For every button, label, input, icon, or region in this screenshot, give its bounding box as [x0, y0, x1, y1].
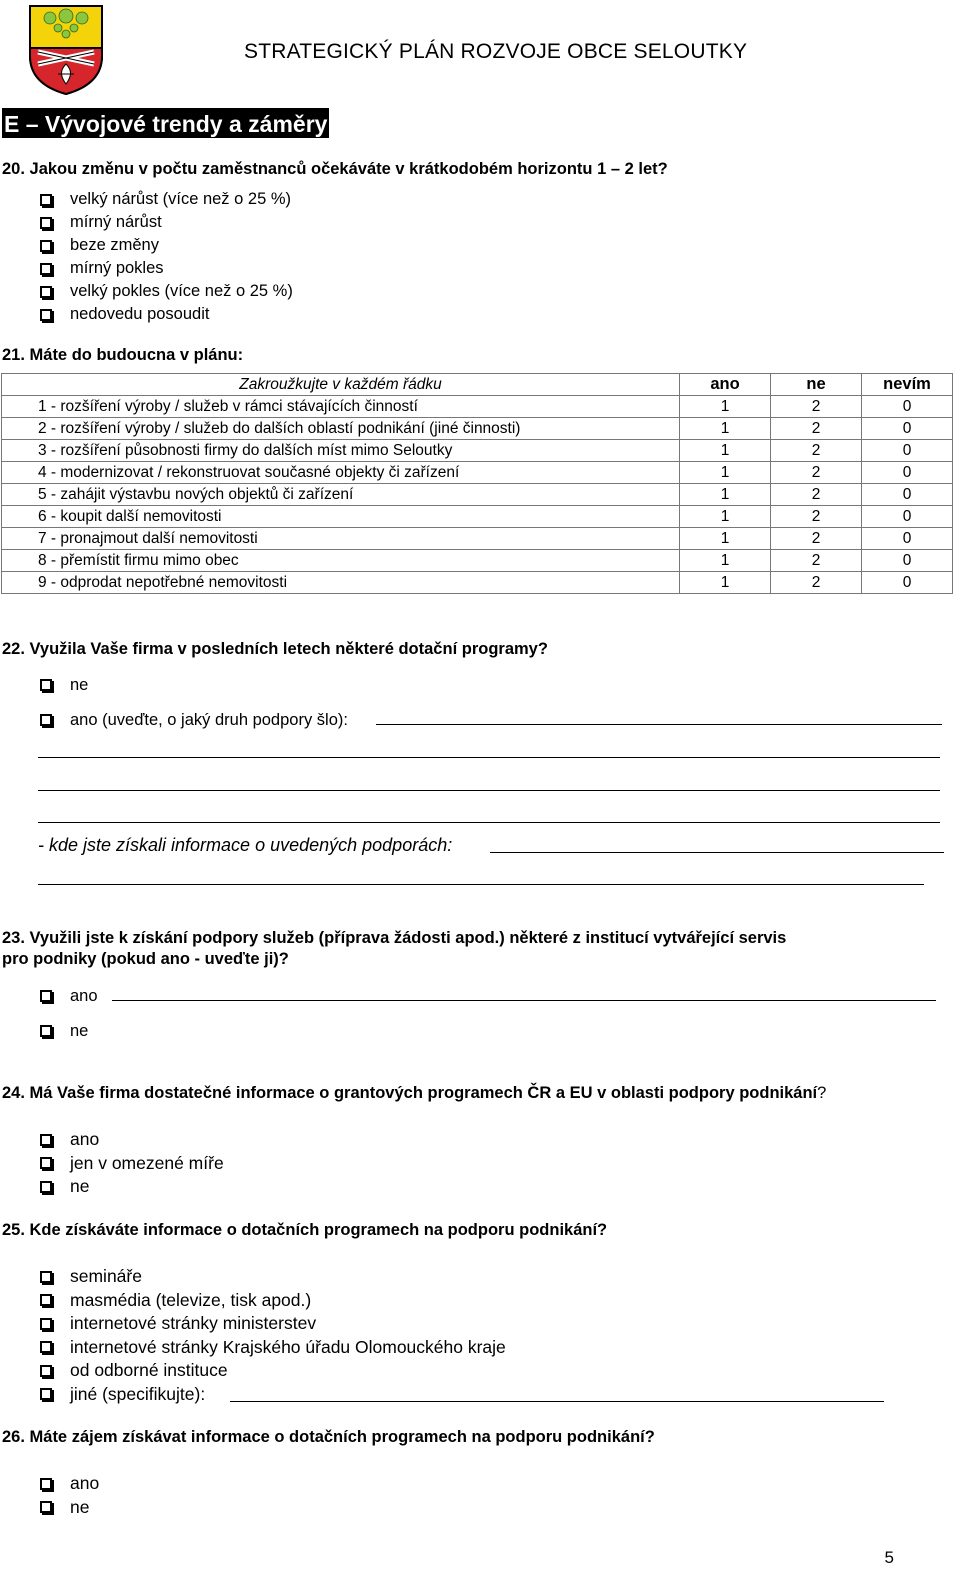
answer-cell[interactable]: 1	[680, 550, 771, 572]
answer-cell[interactable]: 2	[771, 462, 862, 484]
q25-other-line[interactable]	[230, 1401, 884, 1402]
answer-cell[interactable]: 1	[680, 484, 771, 506]
table-cell: 8 - přemístit firmu mimo obec	[2, 550, 680, 572]
table-cell: 9 - odprodat nepotřebné nemovitosti	[2, 572, 680, 594]
answer-cell[interactable]: 1	[680, 440, 771, 462]
question-23	[2, 929, 946, 969]
q25-option[interactable]: od odborné instituce	[40, 1359, 506, 1383]
table-header-instruction: Zakroužkujte v každém řádku	[2, 374, 680, 396]
checkbox-icon[interactable]	[40, 1341, 52, 1353]
checkbox-icon[interactable]	[40, 1181, 52, 1193]
answer-cell[interactable]: 2	[771, 550, 862, 572]
q26-option[interactable]: ne	[40, 1496, 99, 1520]
page-number: 5	[884, 1548, 894, 1567]
checkbox-icon[interactable]	[40, 1271, 52, 1283]
answer-cell[interactable]: 0	[862, 462, 953, 484]
q20-option[interactable]: mírný nárůst	[40, 211, 293, 234]
answer-cell[interactable]: 0	[862, 418, 953, 440]
section-heading: E – Vývojové trendy a záměry	[2, 108, 329, 138]
checkbox-icon[interactable]	[40, 1025, 52, 1037]
table-cell: 7 - pronajmout další nemovitosti	[2, 528, 680, 550]
q26-option[interactable]: ano	[40, 1472, 99, 1496]
table-cell: 4 - modernizovat / rekonstruovat současné objekty či zařízení	[2, 462, 680, 484]
q20-options	[40, 188, 293, 326]
q22-option-yes[interactable]: ano (uveďte, o jaký druh podpory šlo):	[40, 709, 348, 731]
table-header-no: ne	[771, 374, 862, 396]
checkbox-icon[interactable]	[40, 1157, 52, 1169]
q20-option[interactable]: nedovedu posoudit	[40, 303, 293, 326]
q22-source-line[interactable]	[490, 852, 944, 853]
question-20: 20. Jakou změnu v počtu zaměstnanců očekáváte v krátkodobém horizontu 1 – 2 let?	[2, 160, 668, 178]
table-header-dontknow: nevím	[862, 374, 953, 396]
q25-option[interactable]: semináře	[40, 1265, 506, 1289]
q23-answer-line[interactable]	[112, 1000, 936, 1001]
q20-option[interactable]: velký nárůst (více než o 25 %)	[40, 188, 293, 211]
table-header-row	[2, 374, 953, 396]
q23-option-no[interactable]: ne	[40, 1020, 88, 1042]
table-row	[2, 418, 953, 440]
municipality-coat-of-arms-logo	[28, 4, 104, 96]
answer-cell[interactable]: 1	[680, 528, 771, 550]
checkbox-icon[interactable]	[40, 217, 52, 229]
q24-option[interactable]: jen v omezené míře	[40, 1152, 224, 1176]
checkbox-icon[interactable]	[40, 1134, 52, 1146]
table-header-yes: ano	[680, 374, 771, 396]
answer-cell[interactable]: 2	[771, 396, 862, 418]
q22-answer-line[interactable]	[38, 790, 940, 791]
q25-options	[40, 1265, 506, 1406]
question-24: 24. Má Vaše firma dostatečné informace o grantových programech ČR a EU v oblasti podpory podnikání?	[2, 1084, 827, 1102]
q25-option[interactable]: internetové stránky Krajského úřadu Olomouckého kraje	[40, 1336, 506, 1360]
q24-option[interactable]: ano	[40, 1128, 224, 1152]
answer-cell[interactable]: 2	[771, 506, 862, 528]
q20-option[interactable]: velký pokles (více než o 25 %)	[40, 280, 293, 303]
document-title: STRATEGICKÝ PLÁN ROZVOJE OBCE SELOUTKY	[244, 40, 748, 63]
q25-option[interactable]: masmédia (televize, tisk apod.)	[40, 1289, 506, 1313]
table-cell: 3 - rozšíření působnosti firmy do dalších míst mimo Seloutky	[2, 440, 680, 462]
answer-cell[interactable]: 2	[771, 418, 862, 440]
q26-options	[40, 1472, 99, 1519]
answer-cell[interactable]: 0	[862, 528, 953, 550]
checkbox-icon[interactable]	[40, 1294, 52, 1306]
table-row	[2, 462, 953, 484]
q22-source-prompt: - kde jste získali informace o uvedených podporách:	[38, 835, 453, 855]
q25-option[interactable]: jiné (specifikujte):	[40, 1383, 506, 1407]
checkbox-icon[interactable]	[40, 1318, 52, 1330]
q22-answer-line[interactable]	[38, 822, 940, 823]
q23-option-yes[interactable]: ano	[40, 985, 98, 1007]
answer-cell[interactable]: 2	[771, 528, 862, 550]
table-cell: 5 - zahájit výstavbu nových objektů či zařízení	[2, 484, 680, 506]
checkbox-icon[interactable]	[40, 1388, 52, 1400]
checkbox-icon[interactable]	[40, 286, 52, 298]
checkbox-icon[interactable]	[40, 240, 52, 252]
table-cell: 1 - rozšíření výroby / služeb v rámci stávajících činností	[2, 396, 680, 418]
checkbox-icon[interactable]	[40, 714, 52, 726]
q22-answer-line[interactable]	[376, 724, 942, 725]
answer-cell[interactable]: 2	[771, 440, 862, 462]
q22-answer-line[interactable]	[38, 757, 940, 758]
answer-cell[interactable]: 0	[862, 396, 953, 418]
answer-cell[interactable]: 1	[680, 418, 771, 440]
checkbox-icon[interactable]	[40, 1365, 52, 1377]
answer-cell[interactable]: 1	[680, 572, 771, 594]
answer-cell[interactable]: 1	[680, 396, 771, 418]
table-cell: 2 - rozšíření výroby / služeb do dalších oblastí podnikání (jiné činnosti)	[2, 418, 680, 440]
question-23-line1: 23. Využili jste k získání podpory služeb (příprava žádosti apod.) některé z institucí vytvářející servis	[2, 929, 787, 947]
table-row	[2, 440, 953, 462]
question-26: 26. Máte zájem získávat informace o dotačních programech na podporu podnikání?	[2, 1428, 655, 1446]
q20-option[interactable]: beze změny	[40, 234, 293, 257]
checkbox-icon[interactable]	[40, 679, 52, 691]
question-21: 21. Máte do budoucna v plánu:	[2, 346, 244, 364]
q24-option[interactable]: ne	[40, 1175, 224, 1199]
answer-cell[interactable]: 0	[862, 484, 953, 506]
q25-option[interactable]: internetové stránky ministerstev	[40, 1312, 506, 1336]
plans-table	[1, 373, 953, 594]
question-23-line2: pro podniky (pokud ano - uveďte ji)?	[2, 950, 289, 968]
q22-option-no[interactable]: ne	[40, 674, 88, 696]
q20-option[interactable]: mírný pokles	[40, 257, 293, 280]
table-row	[2, 396, 953, 418]
answer-cell[interactable]: 2	[771, 484, 862, 506]
table-row	[2, 550, 953, 572]
answer-cell[interactable]: 0	[862, 572, 953, 594]
answer-cell[interactable]: 1	[680, 506, 771, 528]
answer-cell[interactable]: 0	[862, 506, 953, 528]
checkbox-icon[interactable]	[40, 263, 52, 275]
answer-cell[interactable]: 1	[680, 462, 771, 484]
table-row	[2, 484, 953, 506]
table-row	[2, 528, 953, 550]
q24-options	[40, 1128, 224, 1199]
q22-source-line[interactable]	[38, 884, 924, 885]
table-cell: 6 - koupit další nemovitosti	[2, 506, 680, 528]
checkbox-icon[interactable]	[40, 194, 52, 206]
checkbox-icon[interactable]	[40, 990, 52, 1002]
answer-cell[interactable]: 0	[862, 550, 953, 572]
question-25: 25. Kde získáváte informace o dotačních programech na podporu podnikání?	[2, 1221, 608, 1239]
table-row	[2, 572, 953, 594]
checkbox-icon[interactable]	[40, 309, 52, 321]
checkbox-icon[interactable]	[40, 1501, 52, 1513]
answer-cell[interactable]: 2	[771, 572, 862, 594]
checkbox-icon[interactable]	[40, 1478, 52, 1490]
table-row	[2, 506, 953, 528]
question-22: 22. Využila Vaše firma v posledních letech některé dotační programy?	[2, 640, 548, 658]
answer-cell[interactable]: 0	[862, 440, 953, 462]
